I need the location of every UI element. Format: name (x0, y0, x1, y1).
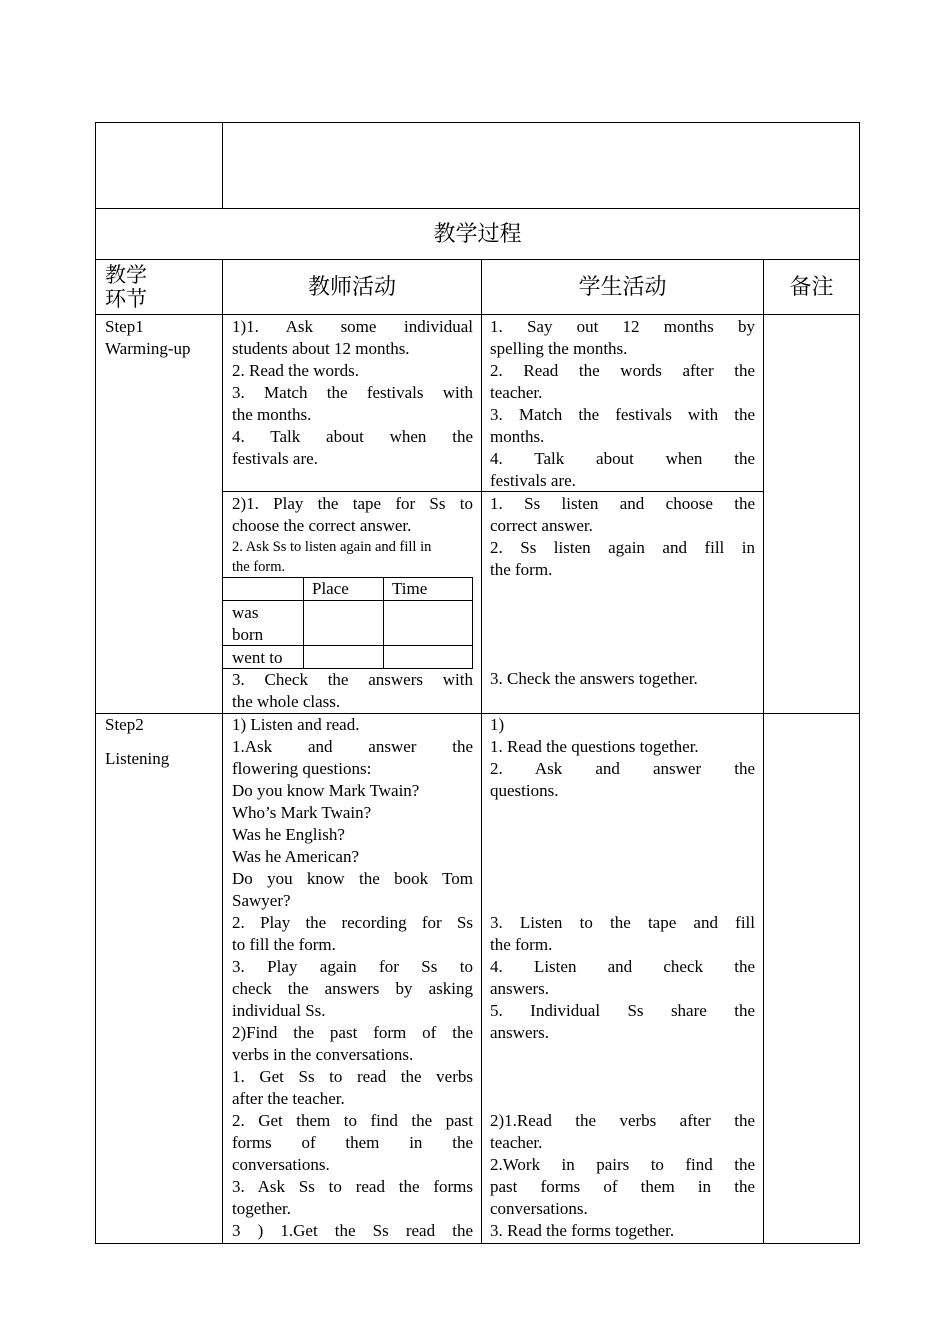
text-line: answers. (490, 1023, 550, 1042)
step2-student-activity-mid (490, 912, 755, 1044)
text-line: 3. Read the forms together. (490, 1221, 675, 1240)
text-line: 1. Ss listen and choose the (490, 494, 755, 513)
form-header-time: Time (392, 579, 428, 598)
text-line: 1)1. Ask some individual (232, 317, 473, 336)
step1-stage-line: Step1 (105, 317, 144, 336)
text-line: 1. Read the questions together. (490, 737, 699, 756)
text-line: Who’s Mark Twain? (232, 803, 372, 822)
text-line: festivals are. (232, 449, 318, 468)
text-line: 1. Get Ss to read the verbs (232, 1067, 473, 1086)
text-line: 3. Listen to the tape and fill (490, 913, 755, 932)
step1-student-activity-b-end: 3. Check the answers together. (490, 669, 698, 688)
text-line: 1.Ask and answer the (232, 737, 473, 756)
text-line: months. (490, 427, 545, 446)
header-teacher-activity: 教师活动 (307, 275, 396, 300)
step1-teacher-b-lines (232, 493, 473, 537)
text-line: 3. Match the festivals with (232, 383, 473, 402)
text-line: 4. Listen and check the (490, 957, 755, 976)
step1-stage-line: Warming-up (105, 339, 191, 358)
header-stage (105, 263, 147, 311)
text-line: after the teacher. (232, 1089, 345, 1108)
text-line: 2. Get them to find the past (232, 1111, 473, 1130)
step2-student-activity-top (490, 714, 755, 802)
step1-student-activity-b (490, 493, 755, 581)
text-line: Was he English? (232, 825, 345, 844)
text-line: 1. Say out 12 months by (490, 317, 755, 336)
step2-stage-title: Step2 (105, 715, 144, 734)
form-row-label: went to (232, 648, 283, 667)
text-line: choose the correct answer. (232, 516, 412, 535)
form-row-label: born (232, 625, 264, 644)
text-line: teacher. (490, 1133, 543, 1152)
text-line: the form. (490, 935, 553, 954)
step1-teacher-activity-a (232, 316, 473, 470)
header-notes: 备注 (789, 275, 834, 300)
text-line: 2. Ask and answer the (490, 759, 755, 778)
text-line: Sawyer? (232, 891, 291, 910)
text-line: individual Ss. (232, 1001, 326, 1020)
text-line: 2)1.Read the verbs after the (490, 1111, 755, 1130)
header-student-activity: 学生活动 (578, 275, 667, 300)
text-line: 2. Read the words after the (490, 361, 755, 380)
text-line: forms of them in the (232, 1133, 473, 1152)
text-line: to fill the form. (232, 935, 336, 954)
text-line: spelling the months. (490, 339, 628, 358)
text-line: 2. Ss listen again and fill in (490, 538, 755, 557)
text-line: 3. Match the festivals with the (490, 405, 755, 424)
text-line: 2)1. Play the tape for Ss to (232, 494, 473, 513)
text-line: the form. (490, 560, 553, 579)
step1-teacher-activity-b (232, 493, 473, 577)
text-line: 3. Ask Ss to read the forms (232, 1177, 473, 1196)
text-line: 2. Read the words. (232, 361, 360, 380)
text-line: 3 ) 1.Get the Ss read the (232, 1221, 473, 1240)
text-line: questions. (490, 781, 559, 800)
step2-stage-subtitle: Listening (105, 749, 170, 768)
text-line: flowering questions: (232, 759, 372, 778)
header-stage-line-2: 环节 (105, 287, 147, 311)
text-line: together. (232, 1199, 292, 1218)
text-line: Was he American? (232, 847, 360, 866)
step1-teacher-b-small (232, 537, 473, 577)
text-line: correct answer. (490, 516, 593, 535)
form-header-place: Place (312, 579, 349, 598)
text-line: 4. Talk about when the (490, 449, 755, 468)
text-line: the whole class. (232, 692, 341, 711)
text-line: 4. Talk about when the (232, 427, 473, 446)
step1-teacher-activity-b-end (232, 669, 473, 713)
text-line: 3. Check the answers with (232, 670, 473, 689)
text-line: check the answers by asking (232, 979, 473, 998)
text-line: verbs in the conversations. (232, 1045, 414, 1064)
text-line: conversations. (232, 1155, 330, 1174)
text-line: Do you know the book Tom (232, 869, 473, 888)
small-line: the form. (232, 559, 286, 575)
form-row-label: was (232, 603, 259, 622)
text-line: answers. (490, 979, 550, 998)
text-line: 2)Find the past form of the (232, 1023, 473, 1042)
text-line: conversations. (490, 1199, 588, 1218)
step2-teacher-activity (232, 714, 473, 1242)
text-line: 1) (490, 715, 505, 734)
small-line: 2. Ask Ss to listen again and fill in (232, 539, 432, 555)
text-line: festivals are. (490, 471, 576, 490)
text-line: teacher. (490, 383, 543, 402)
text-line: 2.Work in pairs to find the (490, 1155, 755, 1174)
section-title: 教学过程 (433, 222, 522, 247)
text-line: past forms of them in the (490, 1177, 755, 1196)
text-line: 5. Individual Ss share the (490, 1001, 755, 1020)
step2-student-activity-bottom (490, 1110, 755, 1242)
step1-stage (105, 316, 217, 360)
step1-student-activity-a (490, 316, 755, 492)
header-stage-line-1: 教学 (105, 263, 147, 287)
text-line: 2. Play the recording for Ss (232, 913, 473, 932)
text-line: 3. Play again for Ss to (232, 957, 473, 976)
text-line: students about 12 months. (232, 339, 410, 358)
text-line: the months. (232, 405, 312, 424)
text-line: 1) Listen and read. (232, 715, 360, 734)
text-line: Do you know Mark Twain? (232, 781, 420, 800)
